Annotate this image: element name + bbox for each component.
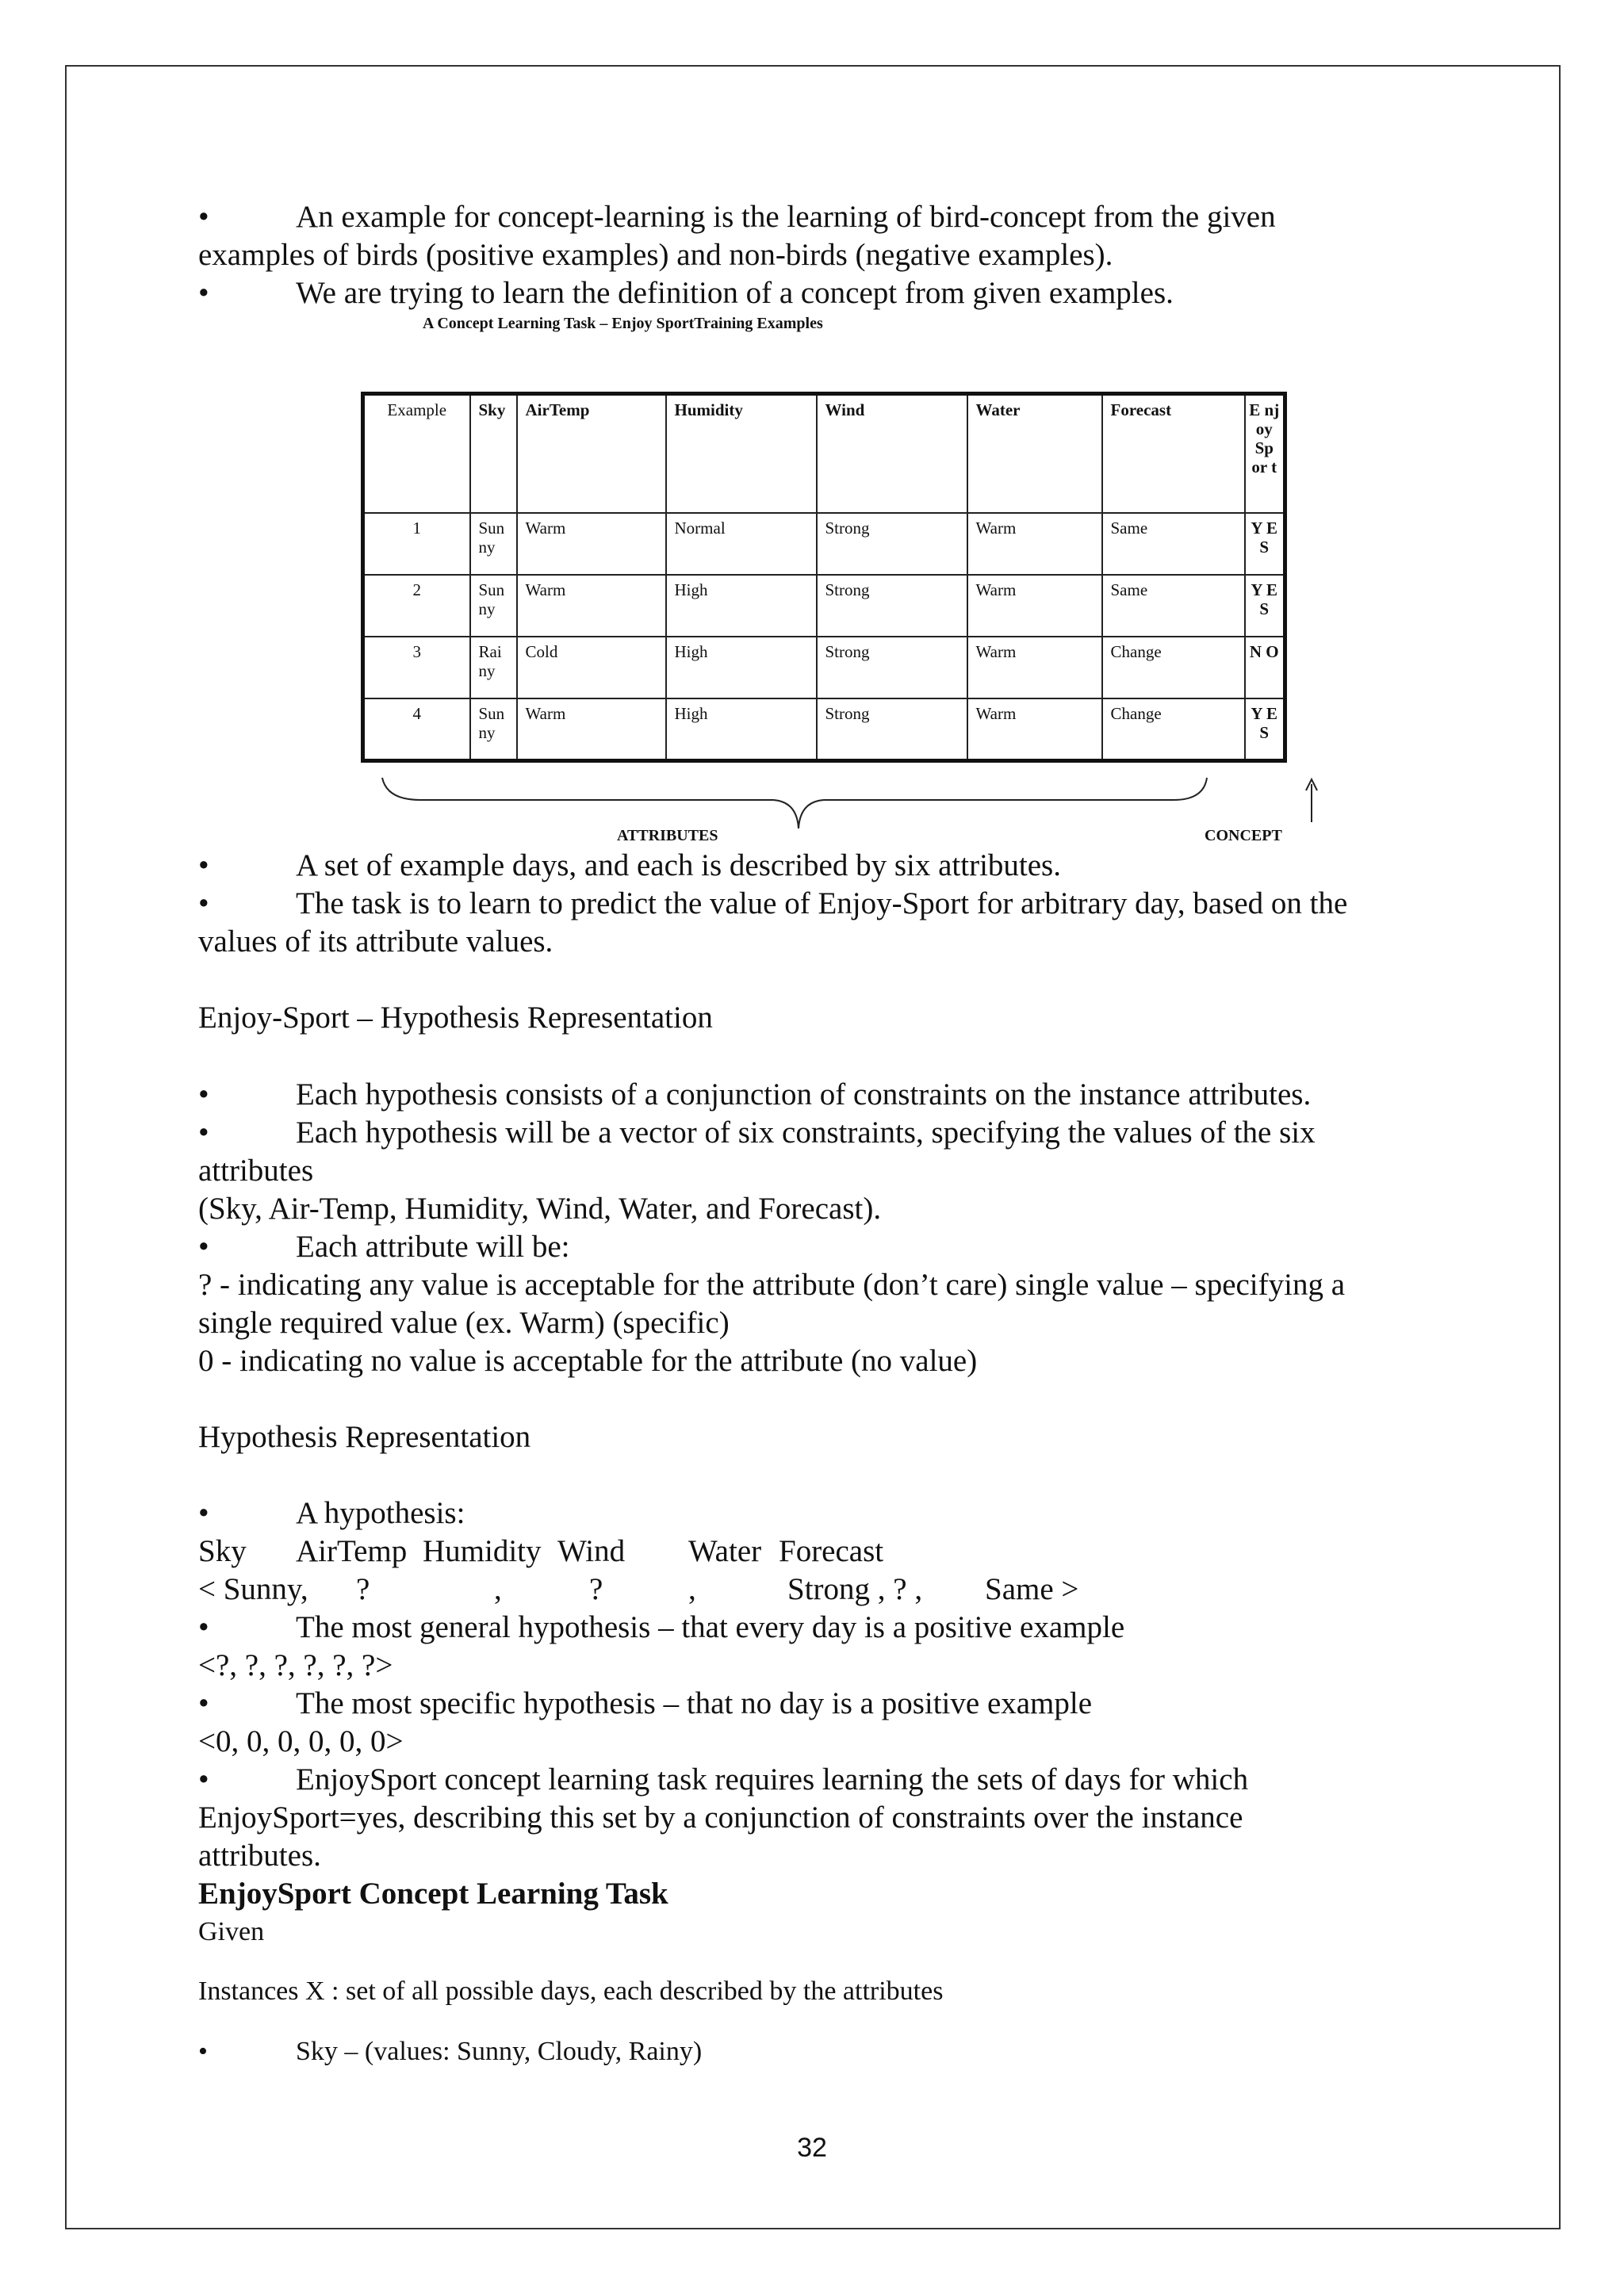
header-water: Water <box>967 394 1102 514</box>
header-example: Example <box>363 394 470 514</box>
hyprep-bullet-3: Each attribute will be: <box>296 1230 570 1264</box>
cell-forecast: Change <box>1102 698 1245 760</box>
cell-wind: Strong <box>817 637 967 698</box>
hyp-bullet-4-line-2: EnjoySport=yes, describing this set by a conjunction of constraints over the instance <box>198 1800 1243 1835</box>
hypothesis-heading: Hypothesis Representation <box>198 1420 531 1454</box>
cell-humidity: High <box>666 575 817 637</box>
cell-airtemp: Warm <box>517 698 666 760</box>
hyp-vec-comma1: , <box>494 1572 502 1606</box>
bullet: • <box>198 1762 209 1797</box>
cell-example: 3 <box>363 637 470 698</box>
cell-forecast: Change <box>1102 637 1245 698</box>
bullet: • <box>198 276 209 310</box>
intro-bullet-1-line-2: examples of birds (positive examples) and non-birds (negative examples). <box>198 238 1113 272</box>
hyp-vec-comma2: , <box>688 1572 696 1606</box>
hyp-bullet-4-line-3: attributes. <box>198 1839 321 1873</box>
bullet: • <box>198 1077 209 1112</box>
header-sky: Sky <box>470 394 517 514</box>
cell-sky: Sun ny <box>470 698 517 760</box>
most-general-hypothesis: <?, ?, ?, ?, ?, ?> <box>198 1648 393 1682</box>
table-row <box>363 637 1285 698</box>
cell-humidity: High <box>666 637 817 698</box>
bullet: • <box>198 1115 209 1150</box>
sky-values-line: Sky – (values: Sunny, Cloudy, Rainy) <box>296 2037 703 2066</box>
hyp-col-humidity: Humidity <box>423 1534 542 1568</box>
hyp-col-airtemp: AirTemp <box>296 1534 408 1568</box>
cell-sky: Sun ny <box>470 513 517 575</box>
bullet: • <box>198 886 209 920</box>
hyp-bullet-3: The most specific hypothesis – that no day is a positive example <box>296 1686 1093 1720</box>
header-enjoysport: E nj oy Sp or t <box>1245 394 1285 514</box>
cell-humidity: High <box>666 698 817 760</box>
hyprep-bullet-2-line-2: attributes <box>198 1154 314 1188</box>
task-bullet-1: A set of example days, and each is described by six attributes. <box>296 848 1061 882</box>
table-row <box>363 575 1285 637</box>
hyp-col-sky: Sky <box>198 1534 247 1568</box>
cell-airtemp: Warm <box>517 513 666 575</box>
attributes-brace <box>382 778 1207 828</box>
cell-wind: Strong <box>817 698 967 760</box>
intro-bullet-2: We are trying to learn the definition of a concept from given examples. <box>296 276 1174 310</box>
cell-water: Warm <box>967 575 1102 637</box>
task-heading: EnjoySport Concept Learning Task <box>198 1877 668 1911</box>
table-row <box>363 698 1285 760</box>
cell-wind: Strong <box>817 513 967 575</box>
concept-label: CONCEPT <box>1205 827 1282 844</box>
any-value-line-1: ? - indicating any value is acceptable for the attribute (don’t care) single value – specifying a <box>198 1268 1346 1302</box>
hyprep-bullet-1: Each hypothesis consists of a conjunction of constraints on the instance attributes. <box>296 1077 1312 1112</box>
training-examples-table <box>361 392 1287 763</box>
hyp-vec-q2: ? <box>589 1572 603 1606</box>
bullet: • <box>198 1230 209 1264</box>
hyp-col-forecast: Forecast <box>779 1534 884 1568</box>
cell-wind: Strong <box>817 575 967 637</box>
cell-forecast: Same <box>1102 513 1245 575</box>
table-caption: A Concept Learning Task – Enjoy SportTraining Examples <box>423 315 823 332</box>
cell-humidity: Normal <box>666 513 817 575</box>
header-wind: Wind <box>817 394 967 514</box>
header-humidity: Humidity <box>666 394 817 514</box>
task-bullet-2-line-1: The task is to learn to predict the value of Enjoy-Sport for arbitrary day, based on the <box>296 886 1348 920</box>
header-forecast: Forecast <box>1102 394 1245 514</box>
hyp-bullet-4-line-1: EnjoySport concept learning task requires learning the sets of days for which <box>296 1762 1249 1797</box>
cell-enjoysport: Y E S <box>1245 698 1285 760</box>
task-bullet-2-line-2: values of its attribute values. <box>198 924 553 959</box>
cell-water: Warm <box>967 637 1102 698</box>
cell-example: 2 <box>363 575 470 637</box>
bullet: • <box>198 1610 209 1644</box>
bullet: • <box>198 2037 208 2066</box>
cell-water: Warm <box>967 513 1102 575</box>
cell-example: 4 <box>363 698 470 760</box>
cell-airtemp: Warm <box>517 575 666 637</box>
hyprep-bullet-2-line-3: (Sky, Air-Temp, Humidity, Wind, Water, and Forecast). <box>198 1192 882 1226</box>
hyp-col-wind: Wind <box>557 1534 626 1568</box>
cell-forecast: Same <box>1102 575 1245 637</box>
cell-water: Warm <box>967 698 1102 760</box>
instances-line: Instances X : set of all possible days, each described by the attributes <box>198 1976 944 2006</box>
attributes-brace-and-concept-arrow <box>373 773 1324 836</box>
cell-example: 1 <box>363 513 470 575</box>
hyp-vec-strong: Strong , ? , <box>787 1572 923 1606</box>
cell-airtemp: Cold <box>517 637 666 698</box>
cell-enjoysport: N O <box>1245 637 1285 698</box>
cell-sky: Rai ny <box>470 637 517 698</box>
hyp-bullet-2: The most general hypothesis – that every day is a positive example <box>296 1610 1125 1644</box>
header-airtemp: AirTemp <box>517 394 666 514</box>
no-value-line: 0 - indicating no value is acceptable for the attribute (no value) <box>198 1344 978 1378</box>
bullet: • <box>198 200 209 234</box>
hyp-vec-sunny: < Sunny, <box>198 1572 308 1606</box>
bullet: • <box>198 1496 209 1530</box>
bullet: • <box>198 848 209 882</box>
hyp-bullet-1: A hypothesis: <box>296 1496 465 1530</box>
hypothesis-representation-heading: Enjoy-Sport – Hypothesis Representation <box>198 1001 713 1035</box>
any-value-line-2: single required value (ex. Warm) (specific) <box>198 1306 730 1340</box>
table-header-row <box>363 394 1285 514</box>
bullet: • <box>198 1686 209 1720</box>
hyp-vec-q1: ? <box>356 1572 370 1606</box>
cell-sky: Sun ny <box>470 575 517 637</box>
cell-enjoysport: Y E S <box>1245 513 1285 575</box>
table-row <box>363 513 1285 575</box>
hyp-col-water: Water <box>688 1534 762 1568</box>
hyp-vec-same: Same > <box>985 1572 1079 1606</box>
given-label: Given <box>198 1917 265 1946</box>
cell-enjoysport: Y E S <box>1245 575 1285 637</box>
hyprep-bullet-2-line-1: Each hypothesis will be a vector of six constraints, specifying the values of the six <box>296 1115 1316 1150</box>
most-specific-hypothesis: <0, 0, 0, 0, 0, 0> <box>198 1724 404 1758</box>
attributes-label: ATTRIBUTES <box>617 827 718 844</box>
intro-bullet-1-line-1: An example for concept-learning is the learning of bird-concept from the given <box>296 200 1276 234</box>
page-number: 32 <box>797 2133 827 2163</box>
